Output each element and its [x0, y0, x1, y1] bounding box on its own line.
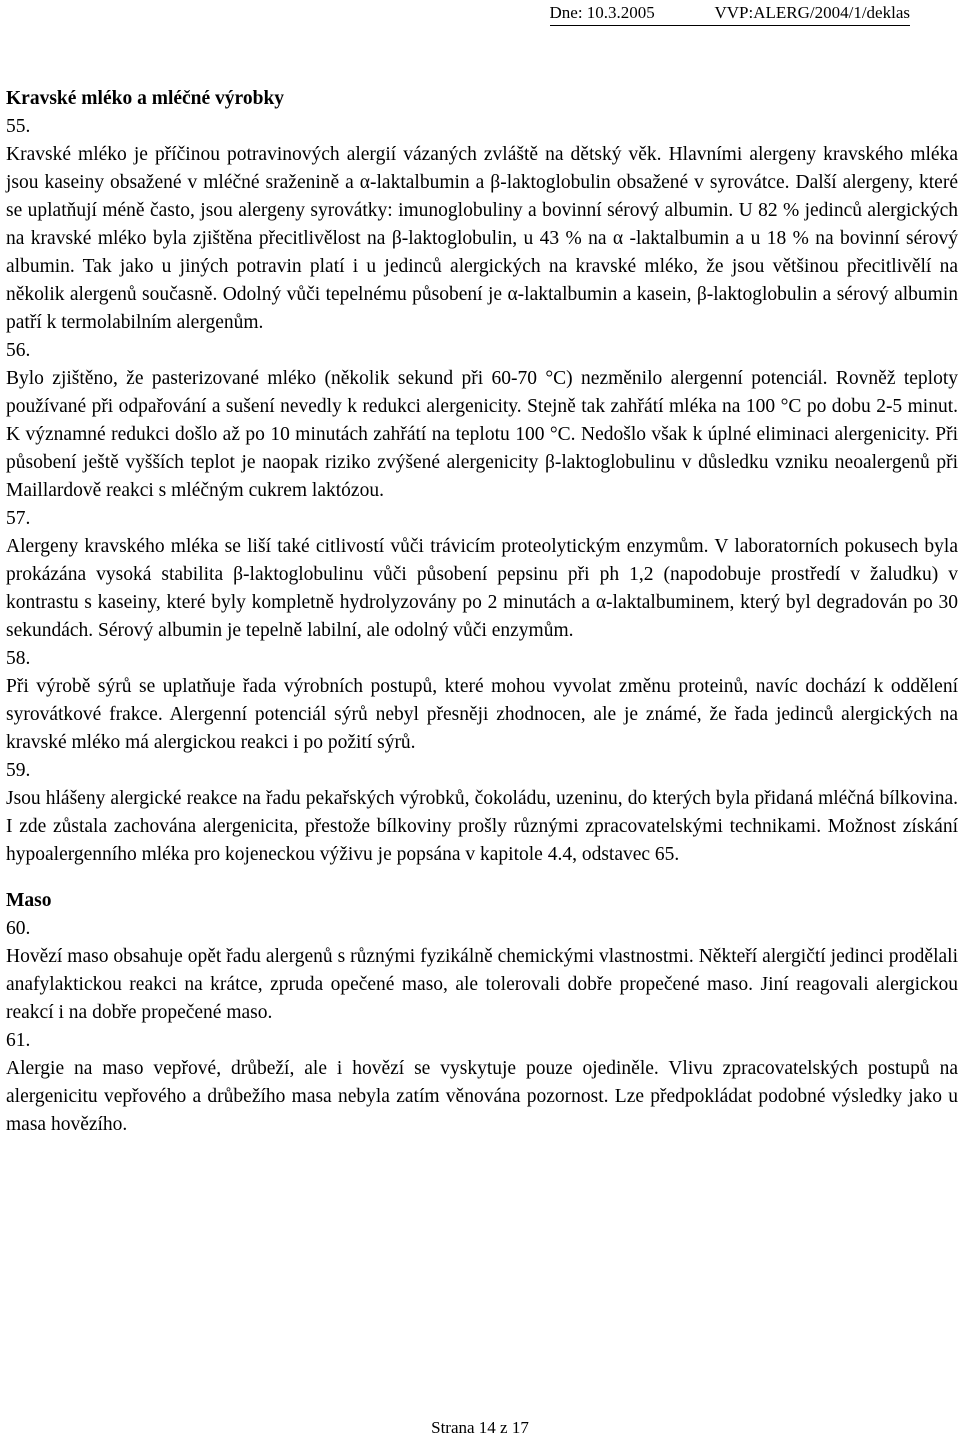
header-rule	[550, 25, 911, 26]
paragraph-number-61: 61.	[6, 1030, 31, 1051]
paragraph-56: Bylo zjištěno, že pasterizované mléko (několik sekund při 60-70 °C) nezměnilo alergenní potenciál. Rovněž teploty používané při odpařování a sušení nevedly k redukci alergenicity. Stejně tak zahřátí mléka na 100 °C po dobu 2-5 minut. K významné redukci došlo až po 10 minutách zahřátí na teplotu 100 °C. Nedošlo však k úplné eliminaci alergenicity. Při působení ještě vyšších teplot je naopak riziko zvýšené alergenicity β-laktoglobulinu v důsledku vzniku neoalergenů při Maillardově reakci s mléčným cukrem laktózou.	[6, 368, 958, 501]
paragraph-60: Hovězí maso obsahuje opět řadu alergenů s různými fyzikálně chemickými vlastnostmi. Někteří alergičtí jedinci prodělali anafylaktickou reakci na krátce, zpruda opečené maso, ale tolerovali dobře propečené maso. Jiní reagovali alergickou reakcí i na dobře propečené maso.	[6, 946, 958, 1023]
section-heading-milk: Kravské mléko a mléčné výrobky	[6, 88, 285, 109]
section-heading-meat: Maso	[6, 890, 52, 911]
header-reference: VVP:ALERG/2004/1/deklas	[714, 3, 910, 22]
header-date: Dne: 10.3.2005	[549, 3, 655, 22]
paragraph-57: Alergeny kravského mléka se liší také citlivostí vůči trávicím proteolytickým enzymům. V laboratorních pokusech byla prokázána vysoká stabilita β-laktoglobulinu vůči působení pepsinu při ph 1,2 (napodobuje prostředí v žaludku) v kontrastu s kaseiny, které byly kompletně hydrolyzovány po 2 minutách a α-laktalbuminem, který byl degradován po 30 sekundách. Sérový albumin je tepelně labilní, ale odolný vůči enzymům.	[6, 536, 958, 641]
paragraph-number-58: 58.	[6, 648, 31, 669]
page-number: Strana 14 z 17	[431, 1418, 529, 1437]
paragraph-59: Jsou hlášeny alergické reakce na řadu pekařských výrobků, čokoládu, uzeninu, do kterých byla přidaná mléčná bílkovina. I zde zůstala zachována alergenicita, přestože bílkoviny prošly různými zpracovatelskými technikami. Možnost získání hypoalergenního mléka pro kojeneckou výživu je popsána v kapitole 4.4, odstavec 65.	[6, 788, 958, 865]
paragraph-number-60: 60.	[6, 918, 31, 939]
paragraph-number-59: 59.	[6, 760, 31, 781]
paragraph-number-57: 57.	[6, 508, 31, 529]
document-body	[6, 85, 958, 1139]
page-header	[550, 3, 911, 23]
section-spacer	[6, 869, 958, 887]
paragraph-number-55: 55.	[6, 116, 31, 137]
paragraph-58: Při výrobě sýrů se uplatňuje řada výrobních postupů, které mohou vyvolat změnu proteinů, navíc dochází k oddělení syrovátkové frakce. Alergenní potenciál sýrů nebyl přesněji zhodnocen, ale je známé, že řada jedinců alergických na kravské mléko má alergickou reakci i po požití sýrů.	[6, 676, 958, 753]
paragraph-55: Kravské mléko je příčinou potravinových alergií vázaných zvláště na dětský věk. Hlavními alergeny kravského mléka jsou kaseiny obsažené v mléčné sraženině a α-laktalbumin a β-laktoglobulin obsažené v syrovátce. Další alergeny, které se uplatňují méně často, jsou alergeny syrovátky: imunoglobuliny a bovinní sérový albumin. U 82 % jedinců alergických na kravské mléko byla zjištěna přecitlivělost na β-laktoglobulin, u 43 % na α -laktalbumin a u 18 % na bovinní sérový albumin. Tak jako u jiných potravin platí i u jedinců alergických na kravské mléko, že jsou většinou přecitlivělí na několik alergenů současně. Odolný vůči tepelnému působení je α-laktalbumin a kasein, β-laktoglobulin a sérový albumin patří k termolabilním alergenům.	[6, 144, 958, 333]
paragraph-61: Alergie na maso vepřové, drůbeží, ale i hovězí se vyskytuje pouze ojediněle. Vlivu zpracovatelských postupů na alergenicitu vepřového a drůbežího masa nebyla zatím věnována pozornost. Lze předpokládat podobné výsledky jako u masa hovězího.	[6, 1058, 958, 1135]
paragraph-number-56: 56.	[6, 340, 31, 361]
page-footer	[0, 1418, 960, 1438]
